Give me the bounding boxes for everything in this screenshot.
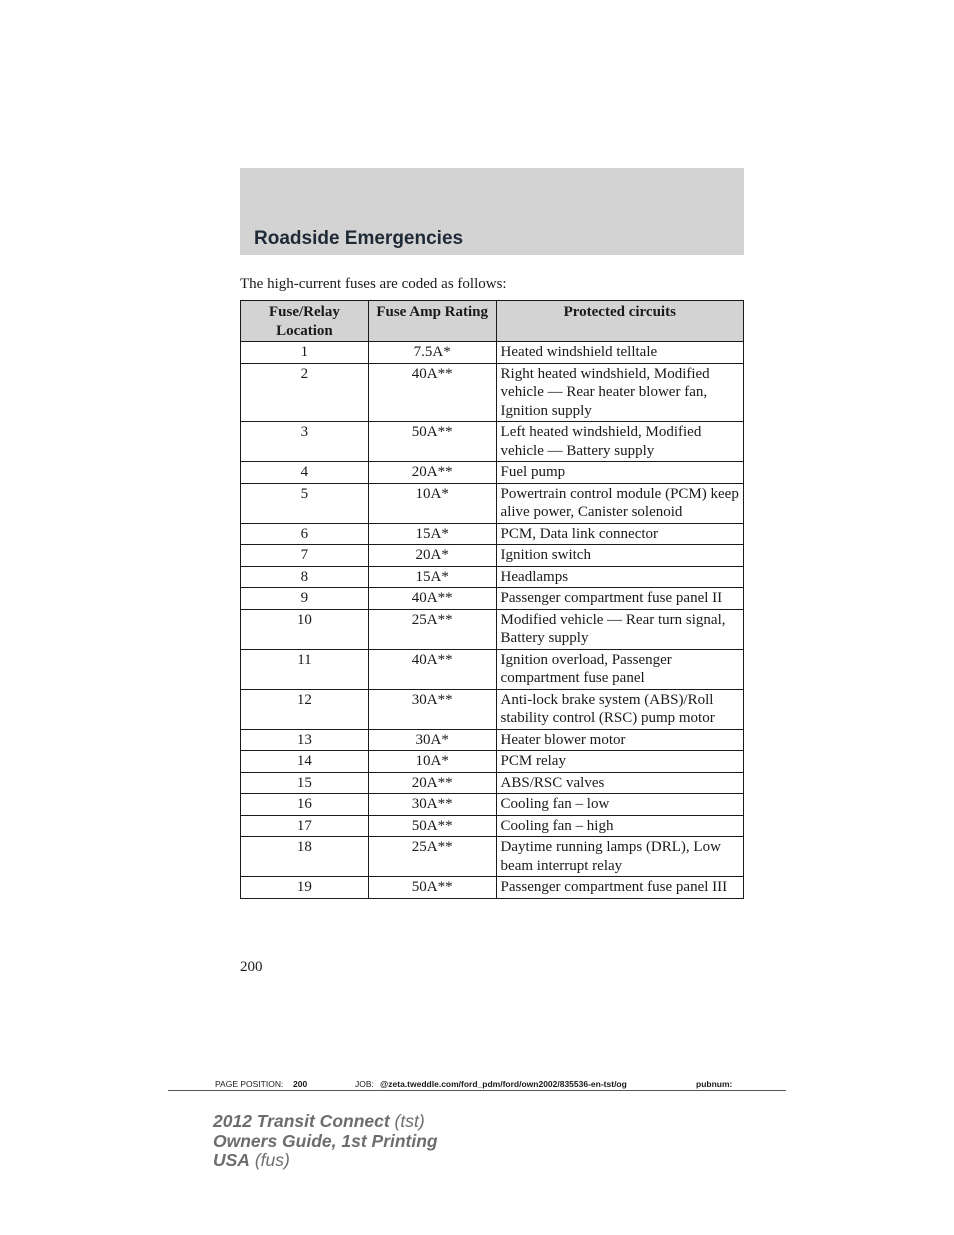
intro-text: The high-current fuses are coded as follows: (240, 276, 507, 292)
table-row (241, 588, 744, 610)
fuse-location-cell: 2 (241, 363, 369, 422)
fuse-rating-cell: 7.5A* (368, 342, 496, 364)
edition-line-3: USA (fus) (213, 1150, 290, 1170)
table-row (241, 815, 744, 837)
fuse-rating-cell: 40A** (368, 588, 496, 610)
column-header-rating: Fuse Amp Rating (368, 301, 496, 342)
job-label: JOB: (355, 1079, 374, 1089)
protected-circuits-cell: Modified vehicle — Rear turn signal, Battery supply (496, 609, 743, 649)
protected-circuits-cell: Right heated windshield, Modified vehicle — Rear heater blower fan, Ignition supply (496, 363, 743, 422)
fuse-rating-cell: 30A** (368, 689, 496, 729)
table-row (241, 342, 744, 364)
fuse-rating-cell: 15A* (368, 566, 496, 588)
protected-circuits-cell: ABS/RSC valves (496, 772, 743, 794)
pubnum-label: pubnum: (696, 1079, 733, 1089)
fuse-rating-cell: 30A** (368, 794, 496, 816)
table-row (241, 523, 744, 545)
fuse-location-cell: 5 (241, 483, 369, 523)
protected-circuits-cell: Cooling fan – high (496, 815, 743, 837)
protected-circuits-cell: PCM relay (496, 751, 743, 773)
protected-circuits-cell: Headlamps (496, 566, 743, 588)
footer-divider (168, 1090, 786, 1091)
fuse-rating-cell: 50A** (368, 815, 496, 837)
protected-circuits-cell: Daytime running lamps (DRL), Low beam interrupt relay (496, 837, 743, 877)
table-row (241, 877, 744, 899)
fuse-rating-cell: 25A** (368, 837, 496, 877)
column-header-circuits: Protected circuits (496, 301, 743, 342)
fuse-location-cell: 9 (241, 588, 369, 610)
fuse-location-cell: 6 (241, 523, 369, 545)
table-row (241, 649, 744, 689)
fuse-rating-cell: 25A** (368, 609, 496, 649)
fuse-rating-cell: 50A** (368, 877, 496, 899)
column-header-location: Fuse/Relay Location (241, 301, 369, 342)
fuse-location-cell: 19 (241, 877, 369, 899)
table-row (241, 363, 744, 422)
fuse-location-cell: 1 (241, 342, 369, 364)
edition-line-2: Owners Guide, 1st Printing (213, 1130, 438, 1151)
protected-circuits-cell: Passenger compartment fuse panel II (496, 588, 743, 610)
fuse-location-cell: 14 (241, 751, 369, 773)
fuse-rating-cell: 40A** (368, 363, 496, 422)
job-value: @zeta.tweddle.com/ford_pdm/ford/own2002/835536-en-tst/og (380, 1079, 627, 1089)
fuse-location-cell: 12 (241, 689, 369, 729)
protected-circuits-cell: Cooling fan – low (496, 794, 743, 816)
protected-circuits-cell: Passenger compartment fuse panel III (496, 877, 743, 899)
fuse-rating-cell: 30A* (368, 729, 496, 751)
protected-circuits-cell: Heater blower motor (496, 729, 743, 751)
table-row (241, 422, 744, 462)
table-header-row (241, 301, 744, 342)
protected-circuits-cell: Heated windshield telltale (496, 342, 743, 364)
page-position-value: 200 (293, 1079, 308, 1089)
high-current-fuse-table (240, 300, 744, 899)
fuse-location-cell: 15 (241, 772, 369, 794)
table-row (241, 566, 744, 588)
fuse-location-cell: 16 (241, 794, 369, 816)
fuse-location-cell: 8 (241, 566, 369, 588)
table-row (241, 545, 744, 567)
fuse-rating-cell: 10A* (368, 751, 496, 773)
fuse-location-cell: 13 (241, 729, 369, 751)
fuse-location-cell: 10 (241, 609, 369, 649)
page-number: 200 (240, 959, 263, 975)
table-row (241, 729, 744, 751)
fuse-rating-cell: 10A* (368, 483, 496, 523)
fuse-location-cell: 11 (241, 649, 369, 689)
fuse-location-cell: 4 (241, 462, 369, 484)
edition-info (213, 1112, 438, 1171)
table-row (241, 837, 744, 877)
page-position-label: PAGE POSITION: (215, 1079, 284, 1089)
protected-circuits-cell: Left heated windshield, Modified vehicle — Battery supply (496, 422, 743, 462)
protected-circuits-cell: PCM, Data link connector (496, 523, 743, 545)
fuse-rating-cell: 15A* (368, 523, 496, 545)
table-row (241, 483, 744, 523)
edition-line-1: 2012 Transit Connect (tst) (213, 1111, 425, 1131)
protected-circuits-cell: Anti-lock brake system (ABS)/Roll stability control (RSC) pump motor (496, 689, 743, 729)
fuse-rating-cell: 20A* (368, 545, 496, 567)
fuse-location-cell: 3 (241, 422, 369, 462)
protected-circuits-cell: Fuel pump (496, 462, 743, 484)
table-row (241, 609, 744, 649)
table-row (241, 772, 744, 794)
section-title: Roadside Emergencies (254, 228, 464, 249)
protected-circuits-cell: Ignition switch (496, 545, 743, 567)
section-header-band (240, 168, 744, 255)
fuse-rating-cell: 20A** (368, 462, 496, 484)
table-row (241, 462, 744, 484)
fuse-location-cell: 17 (241, 815, 369, 837)
table-body (241, 342, 744, 899)
fuse-location-cell: 18 (241, 837, 369, 877)
table-row (241, 794, 744, 816)
fuse-location-cell: 7 (241, 545, 369, 567)
table-row (241, 751, 744, 773)
protected-circuits-cell: Ignition overload, Passenger compartment fuse panel (496, 649, 743, 689)
fuse-rating-cell: 50A** (368, 422, 496, 462)
fuse-rating-cell: 40A** (368, 649, 496, 689)
protected-circuits-cell: Powertrain control module (PCM) keep alive power, Canister solenoid (496, 483, 743, 523)
fuse-rating-cell: 20A** (368, 772, 496, 794)
table-row (241, 689, 744, 729)
